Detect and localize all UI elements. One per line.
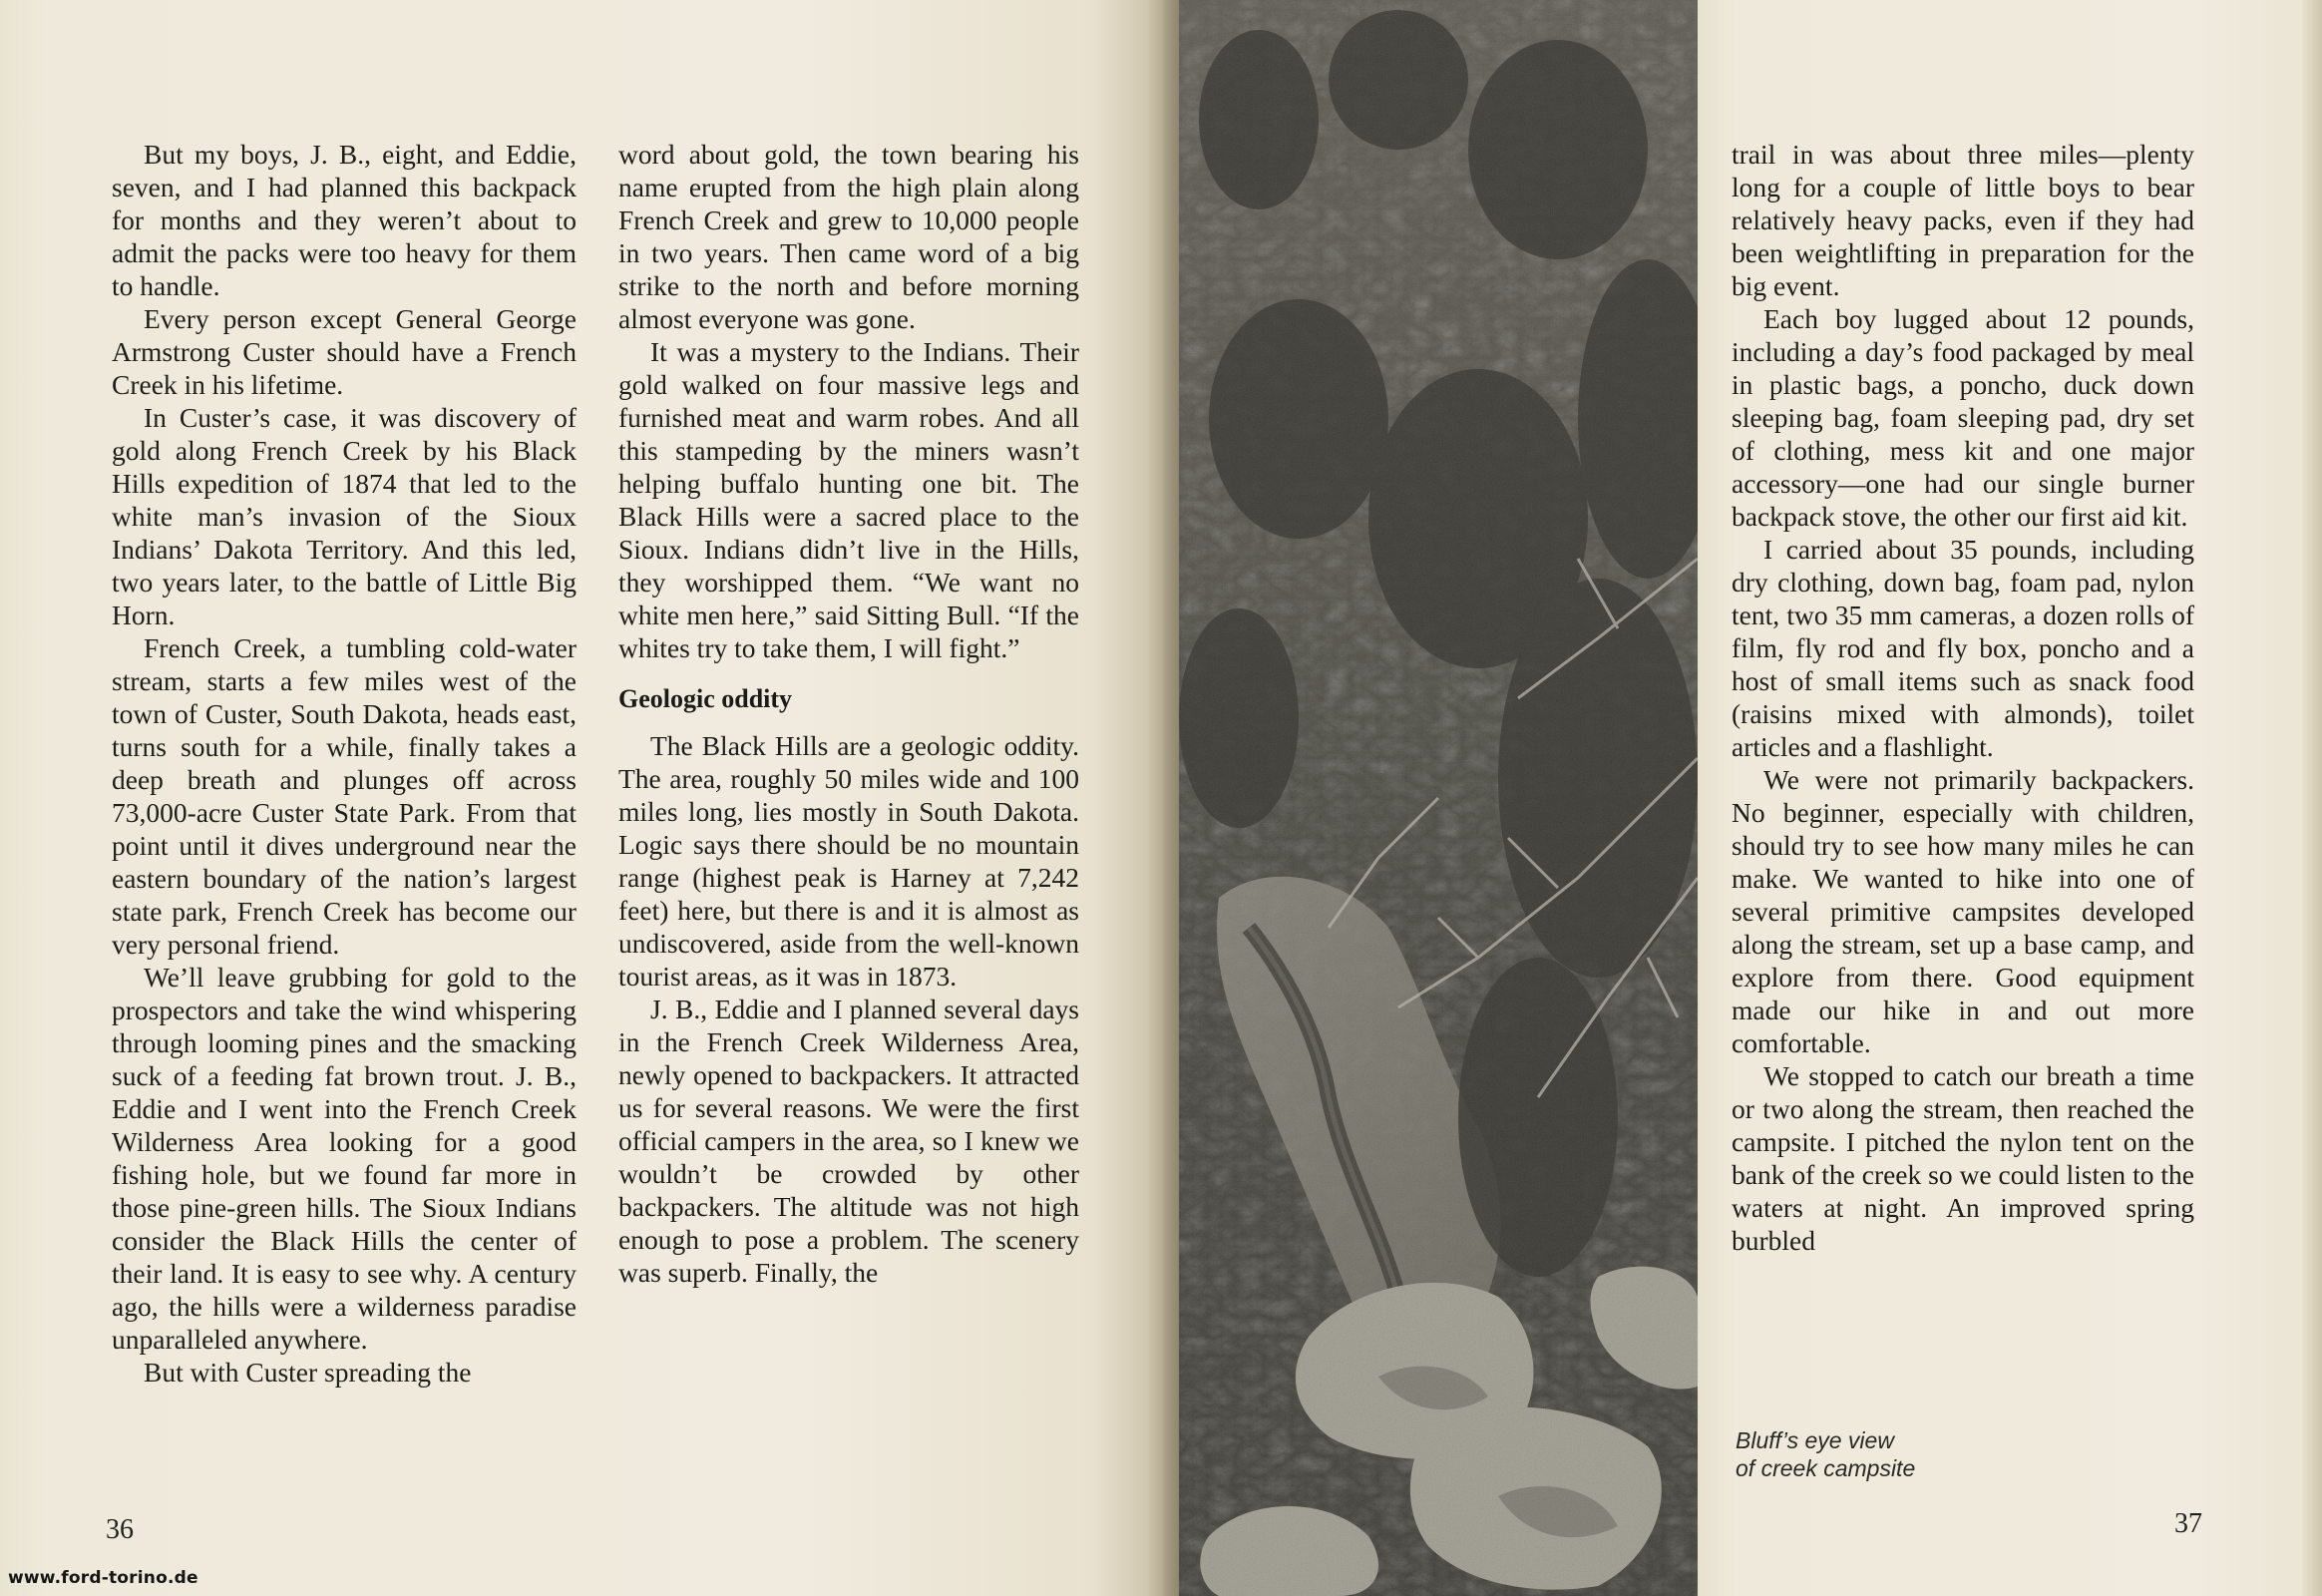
left-page: [0, 0, 1149, 1596]
photo-image: [1179, 0, 1698, 1596]
paragraph: I carried about 35 pounds, including dry clothing, down bag, foam pad, nylon tent, two 35 mm cameras, a dozen rolls of film, fly rod and fly box, poncho and a host of small items such as snack food (raisins mixed with almonds), toilet articles and a flashlight.: [1732, 534, 2194, 762]
paragraph: We stopped to catch our breath a time or two along the stream, then reached the campsite. I pitched the nylon tent on the bank of the creek so we could listen to the waters at night. An improved spring burbled: [1732, 1060, 2194, 1256]
section-heading: Geologic oddity: [618, 684, 793, 713]
text-column-2: [618, 138, 1079, 1289]
paragraph: In Custer’s case, it was discovery of gold along French Creek by his Black Hills expedition of 1874 that led to the white man’s invasion of the Sioux Indians’ Dakota Territory. And this led, two years later, to the battle of Little Big Horn.: [112, 402, 577, 630]
paragraph: word about gold, the town bearing his name erupted from the high plain along French Creek and grew to 10,000 people in two years. Then came word of a big strike to the north and before morning almost everyone was gone.: [618, 139, 1079, 334]
caption-line: of creek campsite: [1736, 1455, 1916, 1481]
paragraph: But with Custer spreading the: [144, 1357, 472, 1388]
book-gutter: [1149, 0, 1179, 1596]
caption-line: Bluff’s eye view: [1736, 1427, 1894, 1453]
page-edge: [2302, 0, 2322, 1596]
watermark: www.ford-torino.de: [8, 1568, 198, 1588]
photo-caption: [1736, 1426, 1915, 1482]
paragraph: But my boys, J. B., eight, and Eddie, seven, and I had planned this backpack for months and they weren’t about to admit the packs were too heavy for them to handle.: [112, 139, 577, 301]
paragraph: The Black Hills are a geologic oddity. The area, roughly 50 miles wide and 100 miles long, lies mostly in South Dakota. Logic says there should be no mountain range (highest peak is Harney at 7,242 feet) here, but there is and it is almost as undiscovered, aside from the well-known tourist areas, as it was in 1873.: [618, 730, 1079, 992]
paragraph: J. B., Eddie and I planned several days in the French Creek Wilderness Area, newly opened to backpackers. It attracted us for several reasons. We were the first official campers in the area, so I knew we wouldn’t be crowded by other backpackers. The altitude was not high enough to pose a problem. The scenery was superb. Finally, the: [618, 994, 1079, 1288]
page-number-right: 37: [2174, 1508, 2202, 1539]
paragraph: It was a mystery to the Indians. Their gold walked on four massive legs and furnished meat and warm robes. And all this stampeding by the miners wasn’t helping buffalo hunting one bit. The Black Hills were a sacred place to the Sioux. Indians didn’t live in the Hills, they worshipped them. “We want no white men here,” said Sitting Bull. “If the whites try to take them, I will fight.”: [618, 336, 1079, 663]
text-column-1: [112, 138, 577, 1389]
paragraph: Every person except General George Armstrong Custer should have a French Creek in his lifetime.: [112, 303, 577, 400]
paragraph: trail in was about three miles—plenty long for a couple of little boys to bear relatively heavy packs, even if they had been weightlifting in preparation for the big event.: [1732, 139, 2194, 301]
forest-creek-photo: [1179, 0, 1698, 1596]
paragraph: We’ll leave grubbing for gold to the prospectors and take the wind whispering through looming pines and the smacking suck of a feeding fat brown trout. J. B., Eddie and I went into the French Creek Wilderness Area looking for a good fishing hole, but we found far more in those pine-green hills. The Sioux Indians consider the Black Hills the center of their land. It is easy to see why. A century ago, the hills were a wilderness paradise unparalleled anywhere.: [112, 962, 577, 1355]
paragraph: We were not primarily backpackers. No beginner, especially with children, should try to see how many miles he can make. We wanted to hike into one of several primitive campsites developed along the stream, set up a base camp, and explore from there. Good equipment made our hike in and out more comfortable.: [1732, 764, 2194, 1058]
page-number-left: 36: [106, 1514, 134, 1545]
paragraph: Each boy lugged about 12 pounds, including a day’s food packaged by meal in plastic bags, a poncho, duck down sleeping bag, foam sleeping pad, dry set of clothing, mess kit and one major accessory—one had our single burner backpack stove, the other our first aid kit.: [1732, 303, 2194, 532]
paragraph: French Creek, a tumbling cold-water stream, starts a few miles west of the town of Custer, South Dakota, heads east, turns south for a while, finally takes a deep breath and plunges off across 73,000-acre Custer State Park. From that point until it dives underground near the eastern boundary of the nation’s largest state park, French Creek has become our very personal friend.: [112, 632, 577, 960]
text-column-3: [1732, 138, 2194, 1257]
